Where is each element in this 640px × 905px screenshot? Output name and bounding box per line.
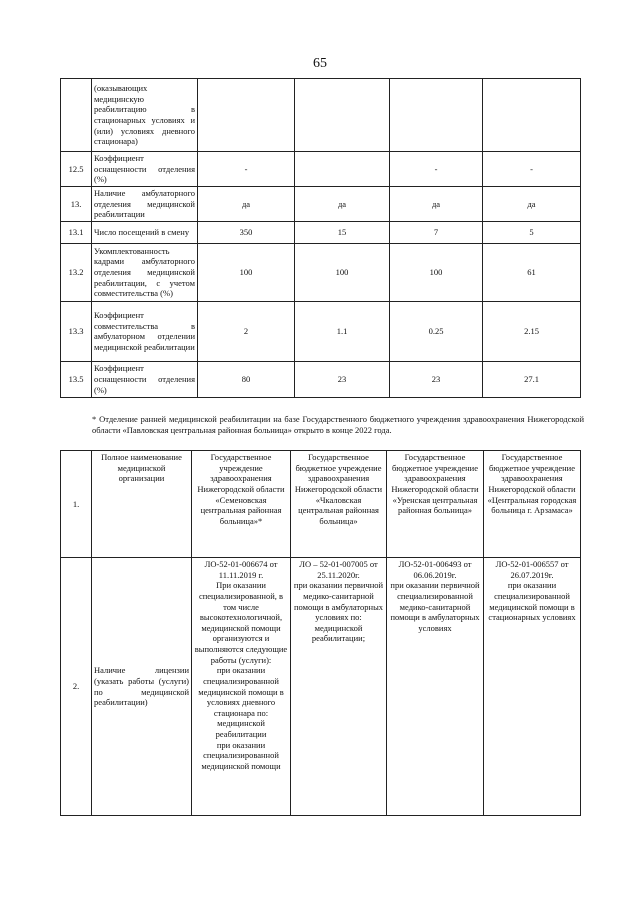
table-row bbox=[61, 243, 581, 301]
license-cell: ЛО-52-01-006674 от 11.11.2019 г. При оказании специализированной, в том числе высокотехнологичной, медицинской помощи организуются и выполняются следующие работы (услуги): при оказании специализированной медицинской помощи в условиях дневного стационара по: медицинской реабилитации при оказании специализированной медицинской помощи bbox=[192, 558, 291, 816]
org-name-cell: Государственное учреждение здравоохранения Нижегородской области «Семеновская центральная районная больница»* bbox=[192, 451, 291, 558]
license-cell: ЛО-52-01-006493 от 06.06.2019г. при оказании первичной специализированной медико-санитарной помощи в амбулаторных условиях bbox=[387, 558, 484, 816]
indicator-value: 2 bbox=[198, 301, 295, 361]
indicator-value: 1.1 bbox=[295, 301, 390, 361]
indicator-value: 23 bbox=[295, 361, 390, 397]
indicator-value: 27.1 bbox=[483, 361, 581, 397]
table-row bbox=[61, 301, 581, 361]
row-number: 2. bbox=[61, 558, 92, 816]
indicator-name: Коэффициент совместительства в амбулаторном отделении медицинской реабилитации bbox=[92, 301, 198, 361]
row-number: 13.5 bbox=[61, 361, 92, 397]
indicator-value bbox=[198, 79, 295, 152]
indicator-name: Коэффициент оснащенности отделения (%) bbox=[92, 361, 198, 397]
row-number: 12.5 bbox=[61, 152, 92, 187]
table-row bbox=[61, 451, 581, 558]
row-number: 13. bbox=[61, 186, 92, 221]
indicator-name: Наличие амбулаторного отделения медицинской реабилитации bbox=[92, 186, 198, 221]
indicator-name: Число посещений в смену bbox=[92, 221, 198, 243]
table-row bbox=[61, 361, 581, 397]
license-cell: ЛО-52-01-006557 от 26.07.2019г. при оказании специализированной медицинской помощи в стационарных условиях bbox=[484, 558, 581, 816]
indicator-value: - bbox=[198, 152, 295, 187]
table-row bbox=[61, 79, 581, 152]
indicator-value: 100 bbox=[295, 243, 390, 301]
indicator-value: 100 bbox=[198, 243, 295, 301]
indicator-value: - bbox=[390, 152, 483, 187]
indicator-name: Коэффициент оснащенности отделения (%) bbox=[92, 152, 198, 187]
row-label: Полное наименование медицинской организации bbox=[92, 451, 192, 558]
table-row bbox=[61, 186, 581, 221]
page-number: 65 bbox=[313, 56, 327, 71]
org-name-cell: Государственное бюджетное учреждение здравоохранения Нижегородской области «Центральная городская больница г. Арзамаса» bbox=[484, 451, 581, 558]
indicators-table bbox=[60, 78, 581, 398]
indicator-value: 23 bbox=[390, 361, 483, 397]
row-number: 13.2 bbox=[61, 243, 92, 301]
indicator-value: 7 bbox=[390, 221, 483, 243]
indicator-value: - bbox=[483, 152, 581, 187]
indicator-value bbox=[483, 79, 581, 152]
org-name-cell: Государственное бюджетное учреждение здравоохранения Нижегородской области «Чкаловская центральная районная больница» bbox=[291, 451, 387, 558]
table-row bbox=[61, 558, 581, 816]
footnote: * Отделение ранней медицинской реабилитации на базе Государственного бюджетного учреждения здравоохранения Нижегородской области «Павловская центральная районная больница» открыто в конце 2022 года. bbox=[92, 414, 584, 436]
indicator-value: 5 bbox=[483, 221, 581, 243]
indicator-value bbox=[390, 79, 483, 152]
indicator-name: (оказывающих медицинскую реабилитацию в стационарных условиях и (или) условиях дневного стационара) bbox=[92, 79, 198, 152]
indicator-value: да bbox=[390, 186, 483, 221]
table-row bbox=[61, 152, 581, 187]
row-number: 13.3 bbox=[61, 301, 92, 361]
indicator-value bbox=[295, 152, 390, 187]
row-number: 1. bbox=[61, 451, 92, 558]
organizations-table bbox=[60, 450, 581, 816]
indicator-value: 2.15 bbox=[483, 301, 581, 361]
indicator-value: 100 bbox=[390, 243, 483, 301]
row-label: Наличие лицензии (указать работы (услуги) по медицинской реабилитации) bbox=[92, 558, 192, 816]
table-row bbox=[61, 221, 581, 243]
indicator-value: 350 bbox=[198, 221, 295, 243]
row-number: 13.1 bbox=[61, 221, 92, 243]
indicator-value: 0.25 bbox=[390, 301, 483, 361]
license-cell: ЛО – 52-01-007005 от 25.11.2020г. при оказании первичной медико-санитарной помощи в амбулаторных условиях по: медицинской реабилитации; bbox=[291, 558, 387, 816]
indicator-value bbox=[295, 79, 390, 152]
indicator-value: да bbox=[295, 186, 390, 221]
indicator-value: 61 bbox=[483, 243, 581, 301]
indicator-name: Укомплектованность кадрами амбулаторного отделения медицинской реабилитации, с учетом совместительства (%) bbox=[92, 243, 198, 301]
org-name-cell: Государственное бюджетное учреждение здравоохранения Нижегородской области «Уренская центральная районная больница» bbox=[387, 451, 484, 558]
indicator-value: 80 bbox=[198, 361, 295, 397]
indicator-value: да bbox=[198, 186, 295, 221]
indicator-value: 15 bbox=[295, 221, 390, 243]
indicator-value: да bbox=[483, 186, 581, 221]
row-number bbox=[61, 79, 92, 152]
